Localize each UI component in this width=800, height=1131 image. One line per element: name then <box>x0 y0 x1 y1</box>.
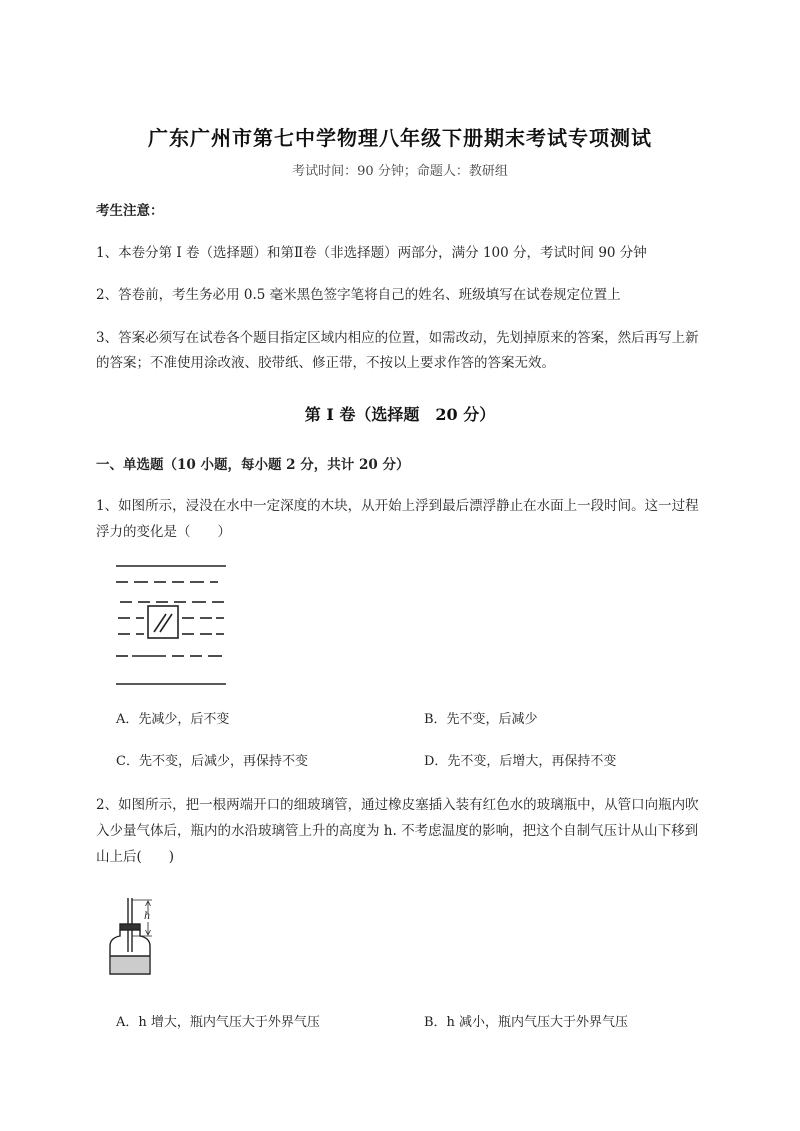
question-1-option-c[interactable]: C．先不变，后减少，再保持不变 <box>116 754 308 769</box>
question-1-option-d[interactable]: D．先不变，后增大，再保持不变 <box>424 754 617 769</box>
question-2-line-3: 山上后( ) <box>96 849 175 865</box>
wood-block-in-water-figure <box>110 560 235 688</box>
question-1-option-b[interactable]: B．先不变，后减少 <box>424 712 538 727</box>
question-1-option-a[interactable]: A．先减少，后不变 <box>116 712 230 727</box>
notice-item-1: 1、本卷分第 I 卷（选择题）和第Ⅱ卷（非选择题）两部分，满分 100 分，考试时间 90 分钟 <box>96 245 647 261</box>
section-title: 第 I 卷（选择题 20 分） <box>304 405 496 424</box>
page-title: 广东广州市第七中学物理八年级下册期末考试专项测试 <box>148 126 652 150</box>
notice-item-2: 2、答卷前，考生务必用 0.5 毫米黑色签字笔将自己的姓名、班级填写在试卷规定位置上 <box>96 287 621 303</box>
notice-item-3-cont: 的答案；不准使用涂改液、胶带纸、修正带，不按以上要求作答的答案无效。 <box>96 355 555 371</box>
question-2-option-b[interactable]: B．h 减小，瓶内气压大于外界气压 <box>424 1015 629 1030</box>
part-heading: 一、单选题（10 小题，每小题 2 分，共计 20 分） <box>96 457 410 473</box>
height-h-label: h <box>144 911 151 922</box>
barometer-figure <box>106 892 168 982</box>
question-2-line-2: 入少量气体后，瓶内的水沿玻璃管上升的高度为 h. 不考虑温度的影响，把这个自制气压计从山下移到 <box>96 823 699 839</box>
question-1-line-1: 1、如图所示，浸没在水中一定深度的木块，从开始上浮到最后漂浮静止在水面上一段时间。这一过程 <box>96 498 699 514</box>
notice-item-3: 3、答案必须写在试卷各个题目指定区域内相应的位置，如需改动，先划掉原来的答案，然后再写上新 <box>96 330 699 346</box>
notice-heading: 考生注意： <box>96 203 164 219</box>
question-2-option-a[interactable]: A．h 增大，瓶内气压大于外界气压 <box>116 1015 320 1030</box>
exam-info: 考试时间：90 分钟；命题人：教研组 <box>292 164 508 179</box>
question-1-line-2: 浮力的变化是（ ） <box>96 524 231 540</box>
question-2-line-1: 2、如图所示，把一根两端开口的细玻璃管，通过橡皮塞插入装有红色水的玻璃瓶中，从管口向瓶内吹 <box>96 797 699 813</box>
